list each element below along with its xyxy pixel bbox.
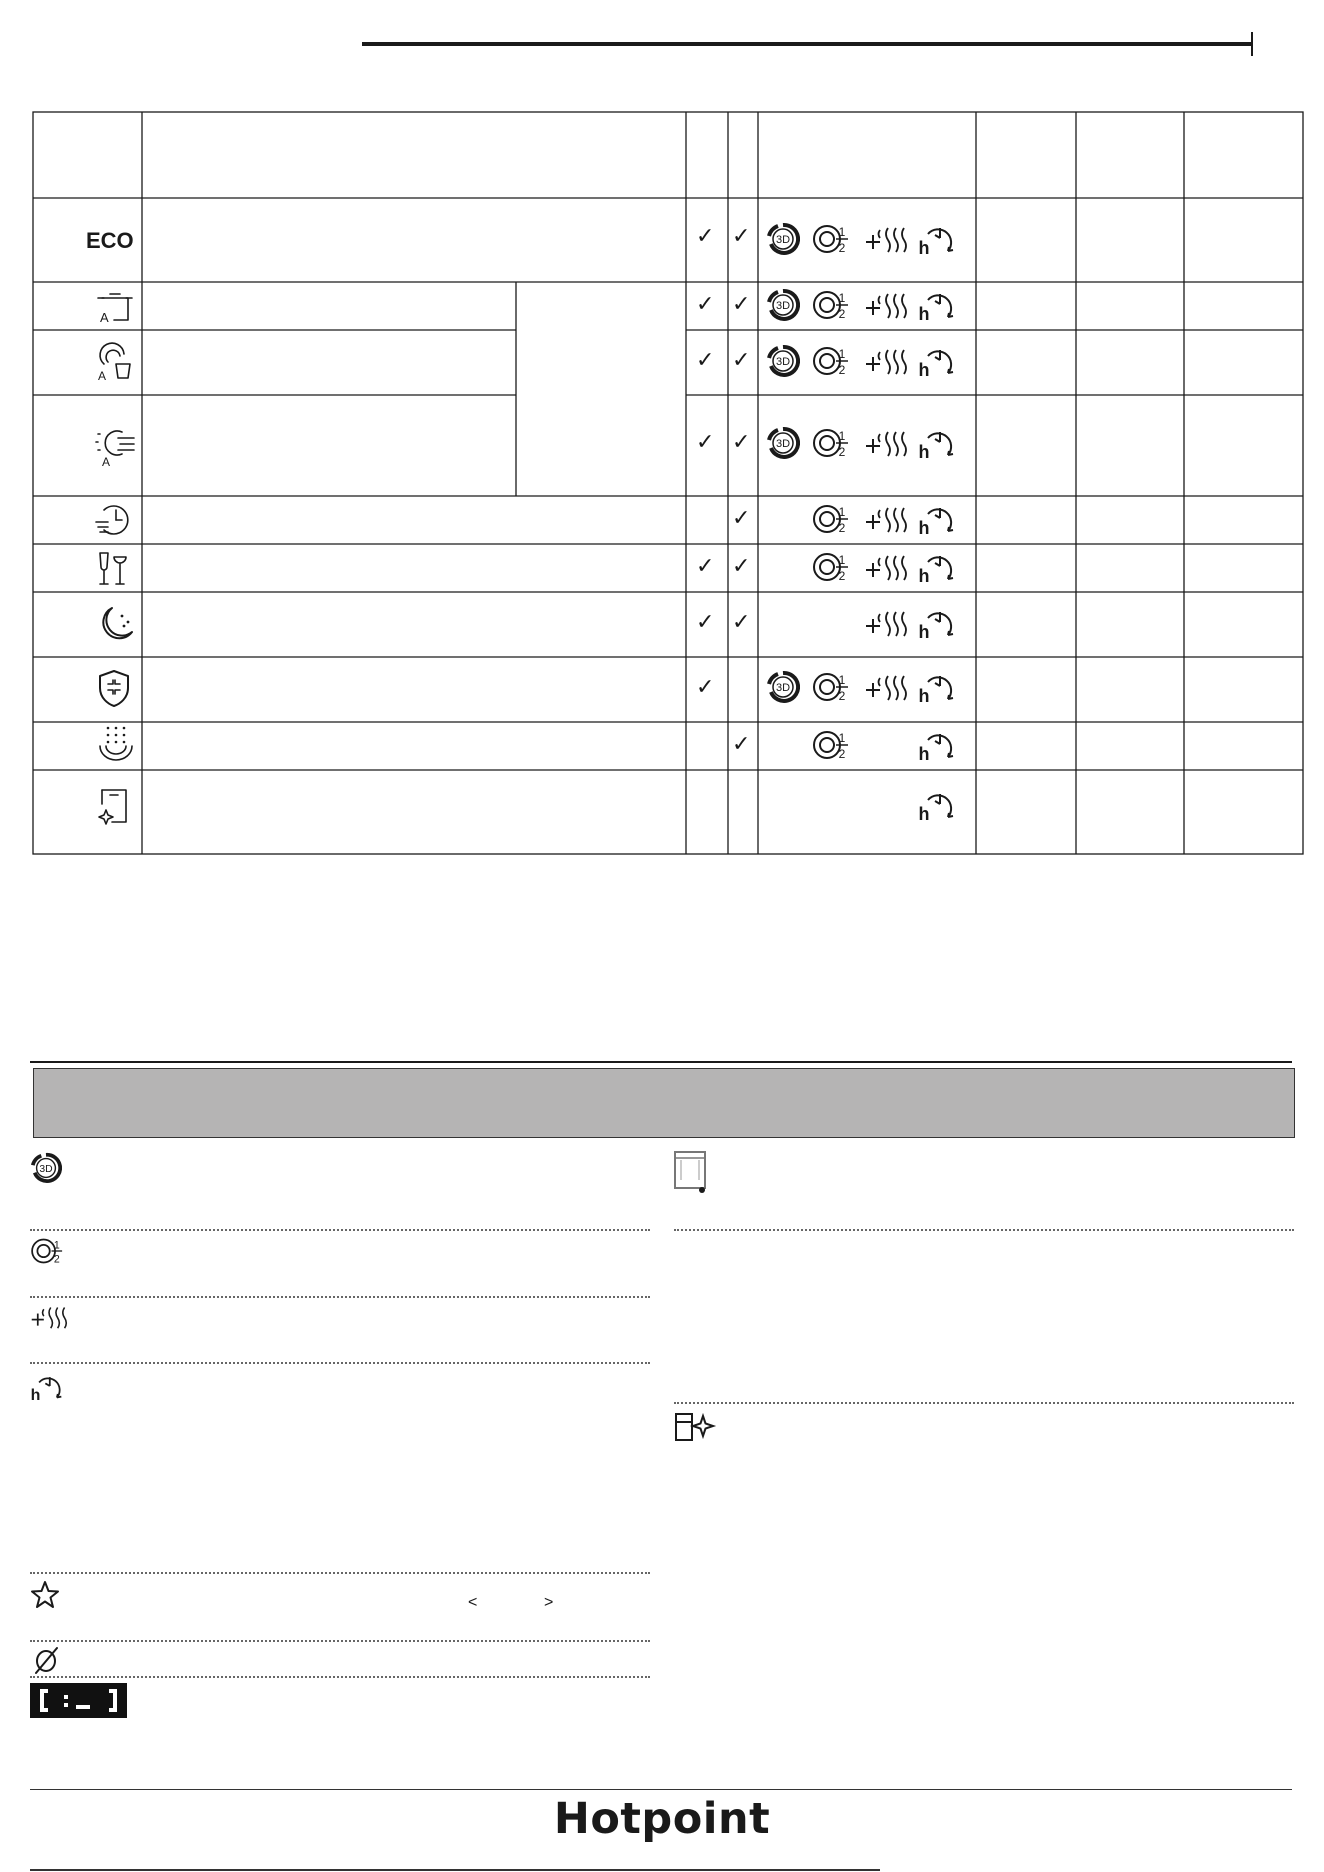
dishes-auto-icon (94, 340, 136, 382)
3d-zone-wash-icon (766, 288, 800, 322)
delay-start-icon (918, 342, 958, 378)
half-load-icon (30, 1236, 66, 1266)
svg-text:A: A (102, 455, 111, 469)
check-mark: ✓ (732, 554, 751, 579)
check-mark: ✓ (732, 348, 751, 373)
delay-start-icon (30, 1370, 66, 1402)
legend-divider (674, 1229, 1294, 1231)
delay-start-icon (918, 548, 958, 584)
rinse-drops-icon (96, 724, 136, 764)
power-clean-icon (674, 1410, 714, 1444)
nav-right-chevron: > (544, 1594, 554, 1611)
dishwasher-icon (673, 1150, 709, 1196)
night-moon-icon (96, 604, 136, 644)
bottom-edge-rule (30, 1869, 880, 1871)
nav-left-chevron: < (468, 1594, 478, 1611)
3d-zone-wash-icon (766, 426, 800, 460)
legend-divider (30, 1229, 650, 1231)
glasses-icon (96, 549, 130, 589)
delay-start-icon (918, 604, 958, 640)
half-load-icon (812, 344, 852, 378)
half-load-icon (812, 222, 852, 256)
3d-zone-wash-icon (766, 222, 800, 256)
extra-dry-icon (864, 222, 908, 256)
extra-dry-icon (864, 426, 908, 460)
check-mark: ✓ (696, 430, 715, 455)
express-clock-icon (94, 500, 134, 540)
legend-divider (674, 1402, 1294, 1404)
legend-divider (30, 1640, 650, 1642)
legend-divider (30, 1296, 650, 1298)
half-load-icon (812, 426, 852, 460)
pot-auto-icon (94, 288, 134, 324)
extra-dry-icon (864, 670, 908, 704)
program-eco-label: ECO (86, 228, 134, 253)
extra-dry-icon (864, 344, 908, 378)
delay-start-icon (918, 726, 958, 762)
delay-start-icon (918, 424, 958, 460)
check-mark: ✓ (732, 430, 751, 455)
legend-divider (30, 1572, 650, 1574)
check-mark: ✓ (696, 554, 715, 579)
extra-dry-icon (30, 1302, 68, 1332)
check-mark: ✓ (696, 610, 715, 635)
half-load-icon (812, 288, 852, 322)
svg-text:A: A (98, 369, 107, 383)
extra-dry-icon (864, 606, 908, 640)
3d-zone-wash-icon (30, 1152, 62, 1184)
check-mark: ✓ (696, 292, 715, 317)
program-table (0, 0, 1324, 870)
half-load-icon (812, 670, 852, 704)
brand-logo: Hotpoint (553, 1794, 771, 1844)
section-header-band (33, 1068, 1295, 1138)
delay-start-icon (918, 220, 958, 256)
3d-zone-wash-icon (766, 670, 800, 704)
no-symbol-icon (32, 1646, 60, 1674)
extra-dry-icon (864, 502, 908, 536)
star-icon (30, 1580, 60, 1610)
check-mark: ✓ (732, 506, 751, 531)
quick-auto-icon (94, 424, 138, 468)
legend-divider (30, 1362, 650, 1364)
3d-zone-wash-icon (766, 344, 800, 378)
delay-start-icon (918, 500, 958, 536)
check-mark: ✓ (732, 224, 751, 249)
check-mark: ✓ (696, 675, 715, 700)
extra-dry-icon (864, 288, 908, 322)
section-rule (30, 1061, 1292, 1063)
half-load-icon (812, 550, 852, 584)
legend-divider (30, 1676, 650, 1678)
check-mark: ✓ (696, 348, 715, 373)
half-load-icon (812, 502, 852, 536)
display-icon (30, 1683, 127, 1718)
hygiene-shield-icon (96, 668, 132, 708)
delay-start-icon (918, 286, 958, 322)
delay-start-icon (918, 786, 958, 822)
footer-rule (30, 1789, 1292, 1790)
half-load-icon (812, 728, 852, 762)
delay-start-icon (918, 668, 958, 704)
check-mark: ✓ (732, 732, 751, 757)
extra-dry-icon (864, 550, 908, 584)
check-mark: ✓ (732, 610, 751, 635)
self-clean-icon (96, 786, 132, 826)
check-mark: ✓ (696, 224, 715, 249)
svg-text:A: A (100, 310, 109, 325)
check-mark: ✓ (732, 292, 751, 317)
